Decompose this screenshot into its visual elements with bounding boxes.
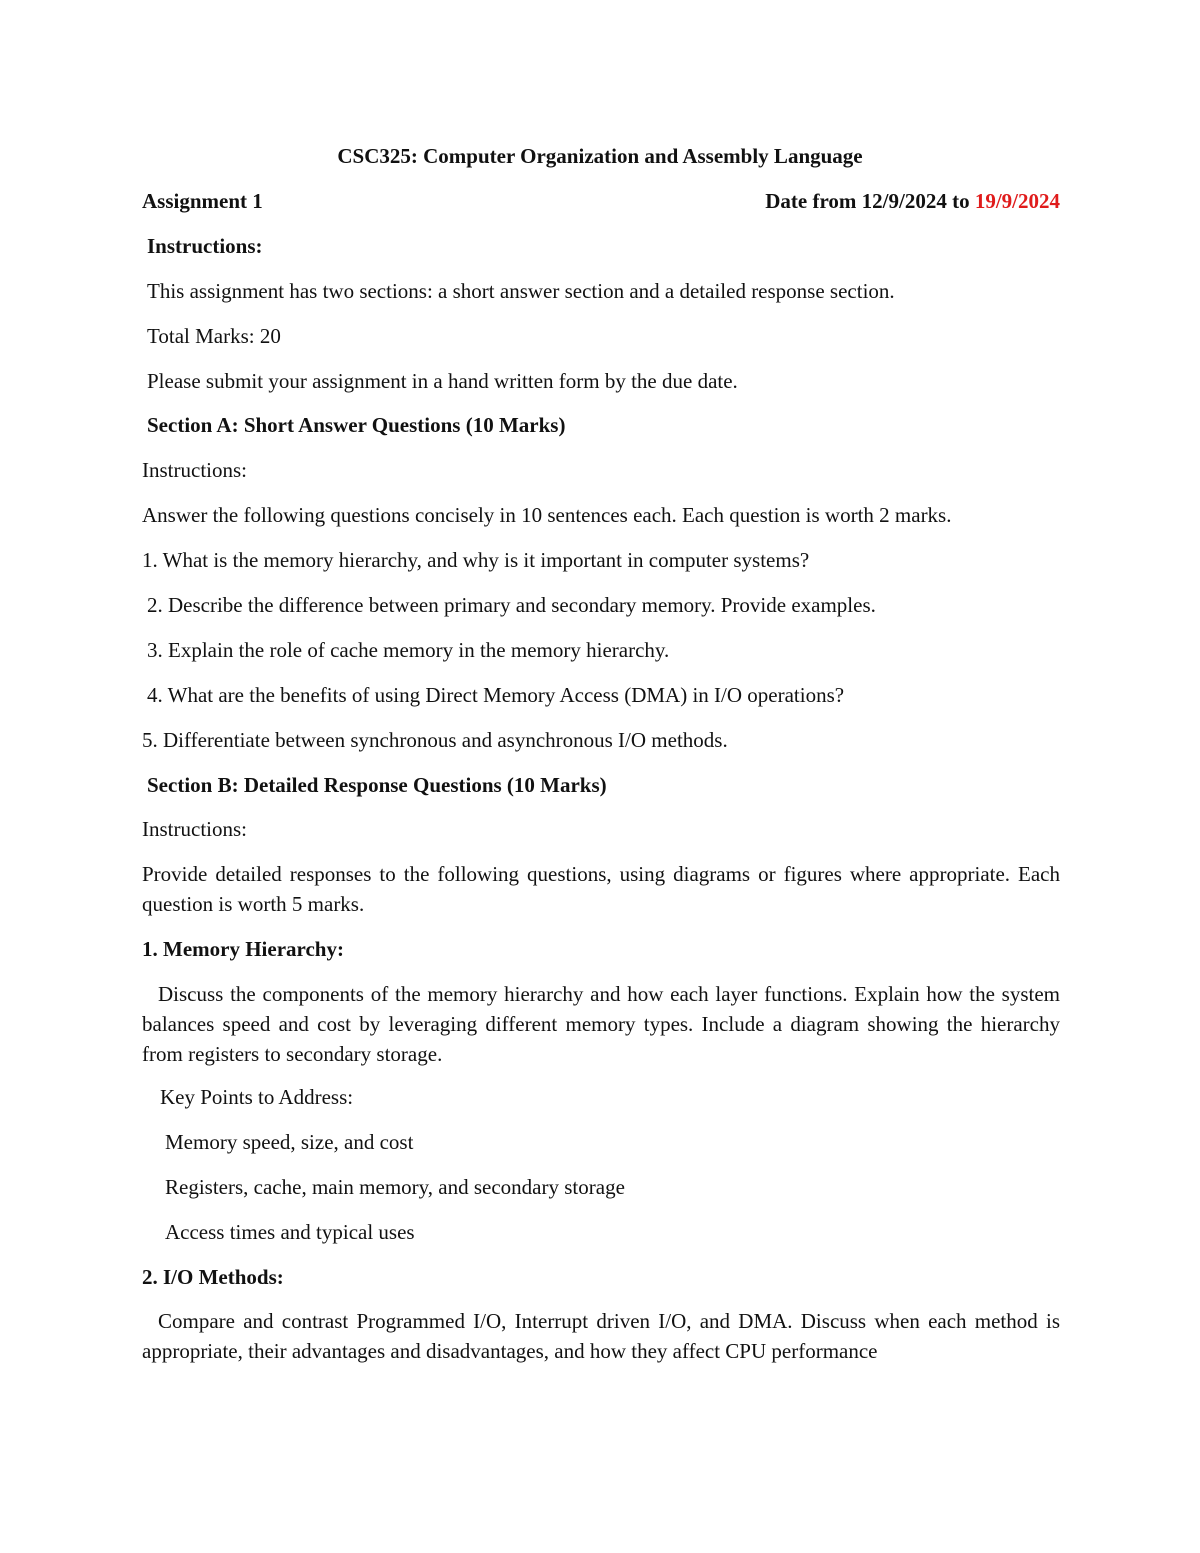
key-points-label: Key Points to Address: — [160, 1085, 354, 1109]
date-prefix: Date from 12/9/2024 to — [765, 189, 970, 213]
key-point-3: Access times and typical uses — [165, 1220, 415, 1244]
section-b-instructions-text: Provide detailed responses to the following questions, using diagrams or figures where appropriate. Each question is worth 5 marks. — [142, 862, 1060, 916]
section-b-instructions-label: Instructions: — [142, 817, 247, 841]
section-a-instructions-text: Answer the following questions concisely in 10 sentences each. Each question is worth 2 marks. — [142, 503, 952, 527]
date-range — [765, 186, 1060, 216]
assignment-label: Assignment 1 — [142, 189, 263, 213]
question-a3: 3. Explain the role of cache memory in the memory hierarchy. — [147, 638, 670, 662]
document-title: CSC325: Computer Organization and Assembly Language — [337, 144, 863, 168]
question-a4: 4. What are the benefits of using Direct Memory Access (DMA) in I/O operations? — [147, 683, 845, 707]
intro-text: This assignment has two sections: a short answer section and a detailed response section. — [147, 279, 895, 303]
question-b1-heading: 1. Memory Hierarchy: — [142, 937, 344, 961]
section-b-heading: Section B: Detailed Response Questions (10 Marks) — [147, 773, 607, 797]
question-a1: 1. What is the memory hierarchy, and why is it important in computer systems? — [142, 548, 810, 572]
submit-text: Please submit your assignment in a hand written form by the due date. — [147, 369, 738, 393]
question-b1-body: Discuss the components of the memory hierarchy and how each layer functions. Explain how the system balances speed and cost by leveraging different memory types. Include a diagram showing the hierarchy from registers to secondary storage. — [142, 982, 1060, 1066]
key-point-2: Registers, cache, main memory, and secondary storage — [165, 1175, 625, 1199]
instructions-heading: Instructions: — [147, 234, 263, 258]
question-a2: 2. Describe the difference between primary and secondary memory. Provide examples. — [147, 593, 876, 617]
question-a5: 5. Differentiate between synchronous and asynchronous I/O methods. — [142, 728, 728, 752]
section-a-heading: Section A: Short Answer Questions (10 Marks) — [147, 413, 566, 437]
question-b2-body: Compare and contrast Programmed I/O, Interrupt driven I/O, and DMA. Discuss when each method is appropriate, their advantages and disadvantages, and how they affect CPU performance — [142, 1309, 1060, 1363]
due-date: 19/9/2024 — [974, 189, 1060, 213]
key-point-1: Memory speed, size, and cost — [165, 1130, 414, 1154]
total-marks: Total Marks: 20 — [147, 324, 281, 348]
section-a-instructions-label: Instructions: — [142, 458, 247, 482]
question-b2-heading: 2. I/O Methods: — [142, 1265, 284, 1289]
